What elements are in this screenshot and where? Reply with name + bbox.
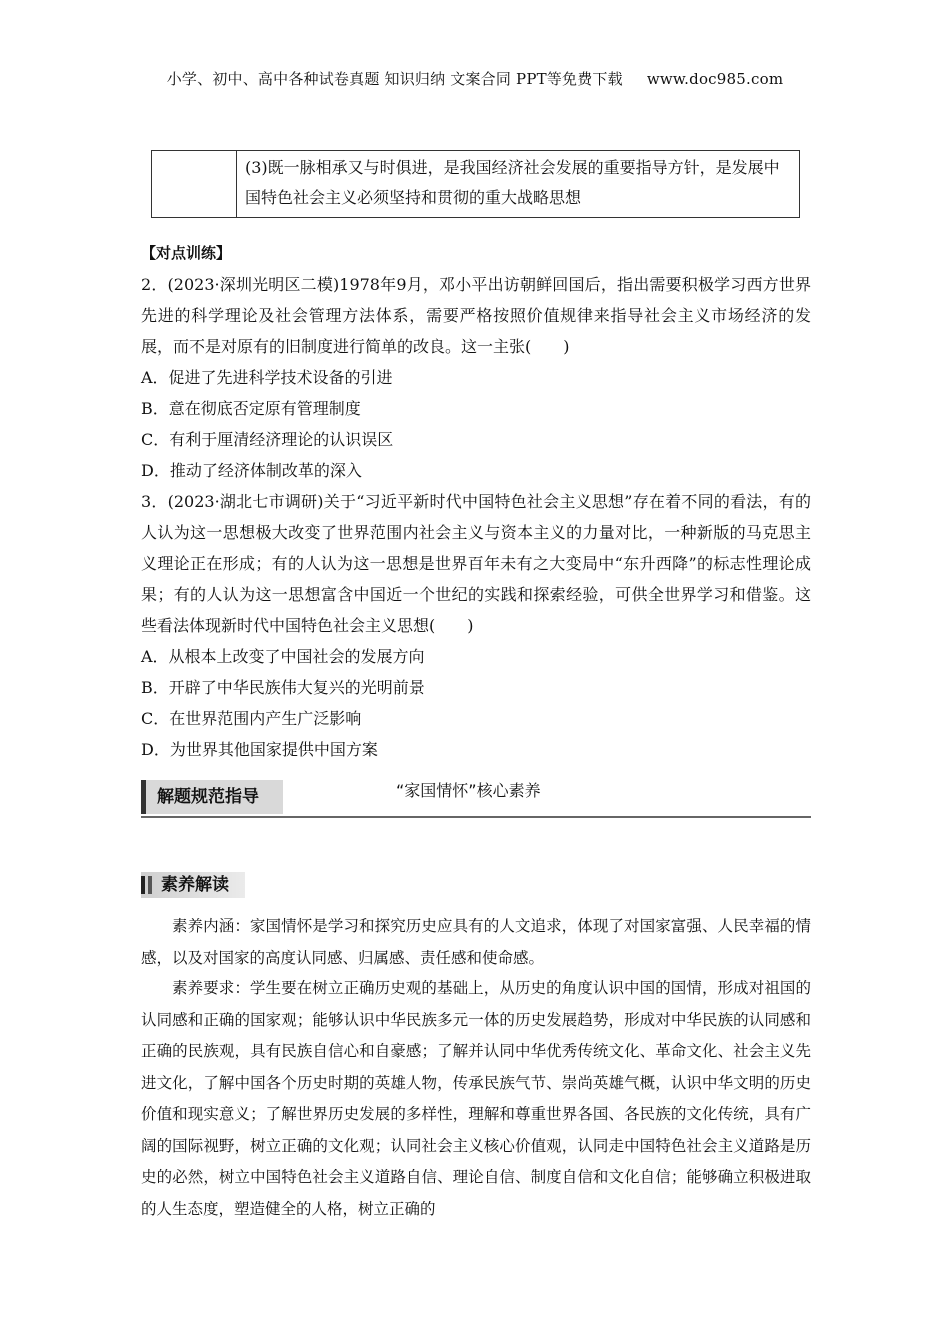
question-3-stem: 3．(2023·湖北七市调研)关于“习近平新时代中国特色社会主义思想”存在着不同的看法，有的人认为这一思想极大改变了世界范围内社会主义与资本主义的力量对比，一种新版的马克思主义理论正在形成；有的人认为这一思想是世界百年未有之大变局中“东升西降”的标志性理论成果；有的人认为这一思想富含中国近一个世纪的实践和探索经验，可供全世界学习和借鉴。这些看法体现新时代中国特色社会主义思想( ) [141, 492, 811, 635]
literacy-requirements: 素养要求：学生要在树立正确历史观的基础上，从历史的角度认识中国的国情，形成对祖国的认同感和正确的国家观；能够认识中华民族多元一体的历史发展趋势，形成对中华民族的认同感和正确的民族观，具有民族自信心和自豪感；了解并认同中华优秀传统文化、革命文化、社会主义先进文化，了解中国各个历史时期的英雄人物，传承民族气节、崇尚英雄气概，认识中华文明的历史价值和现实意义；了解世界历史发展的多样性，理解和尊重世界各国、各民族的文化传统，具有广阔的国际视野，树立正确的文化观；认同社会主义核心价值观，认同走中国特色社会主义道路是历史的必然，树立中国特色社会主义道路自信、理论自信、制度自信和文化自信；能够确立积极进取的人生态度，塑造健全的人格，树立正确的 [141, 979, 811, 1218]
subsection-marker-2 [148, 876, 152, 894]
header-text: 小学、初中、高中各种试卷真题 知识归纳 文案合同 PPT等免费下载 [166, 70, 623, 88]
table-text-cell: (3)既一脉相承又与时俱进，是我国经济社会发展的重要指导方针，是发展中国特色社会主义必须坚持和贯彻的重大战略思想 [237, 151, 800, 218]
page-header [0, 68, 950, 89]
subsection-marker [141, 876, 145, 894]
question-2-stem: 2．(2023·深圳光明区二模)1978年9月，邓小平出访朝鲜回国后，指出需要积极学习西方世界先进的科学理论及社会管理方法体系，需要严格按照价值规律来指导社会主义市场经济的发展，而不是对原有的旧制度进行简单的改良。这一主张( ) [141, 275, 811, 356]
section-header [141, 780, 811, 818]
training-label: 【对点训练】 [141, 244, 232, 262]
section-tab-marker [141, 780, 146, 814]
previous-table [151, 150, 800, 218]
literacy-connotation: 素养内涵：家国情怀是学习和探究历史应具有的人文追求，体现了对国家富强、人民幸福的情感，以及对国家的高度认同感、归属感、责任感和使命感。 [141, 917, 811, 967]
section-tab [141, 780, 283, 814]
question-3-option-c[interactable]: C．在世界范围内产生广泛影响 [141, 709, 362, 728]
section-tab-label: 解题规范指导 [157, 787, 259, 807]
subsection-tab-label: 素养解读 [161, 875, 229, 895]
subsection-tab [141, 872, 245, 898]
question-3-option-a[interactable]: A．从根本上改变了中国社会的发展方向 [141, 647, 425, 666]
table-empty-cell [152, 151, 237, 218]
question-2-option-c[interactable]: C．有利于厘清经济理论的认识误区 [141, 430, 394, 449]
question-2-option-d[interactable]: D．推动了经济体制改革的深入 [141, 461, 362, 480]
question-3-option-d[interactable]: D．为世界其他国家提供中国方案 [141, 740, 378, 759]
question-2-option-a[interactable]: A．促进了先进科学技术设备的引进 [141, 368, 393, 387]
question-2-option-b[interactable]: B．意在彻底否定原有管理制度 [141, 399, 361, 418]
training-block [141, 238, 811, 765]
header-site[interactable]: www.doc985.com [646, 70, 784, 88]
question-3-option-b[interactable]: B．开辟了中华民族伟大复兴的光明前景 [141, 678, 425, 697]
section-title: “家国情怀”核心素养 [396, 781, 541, 800]
